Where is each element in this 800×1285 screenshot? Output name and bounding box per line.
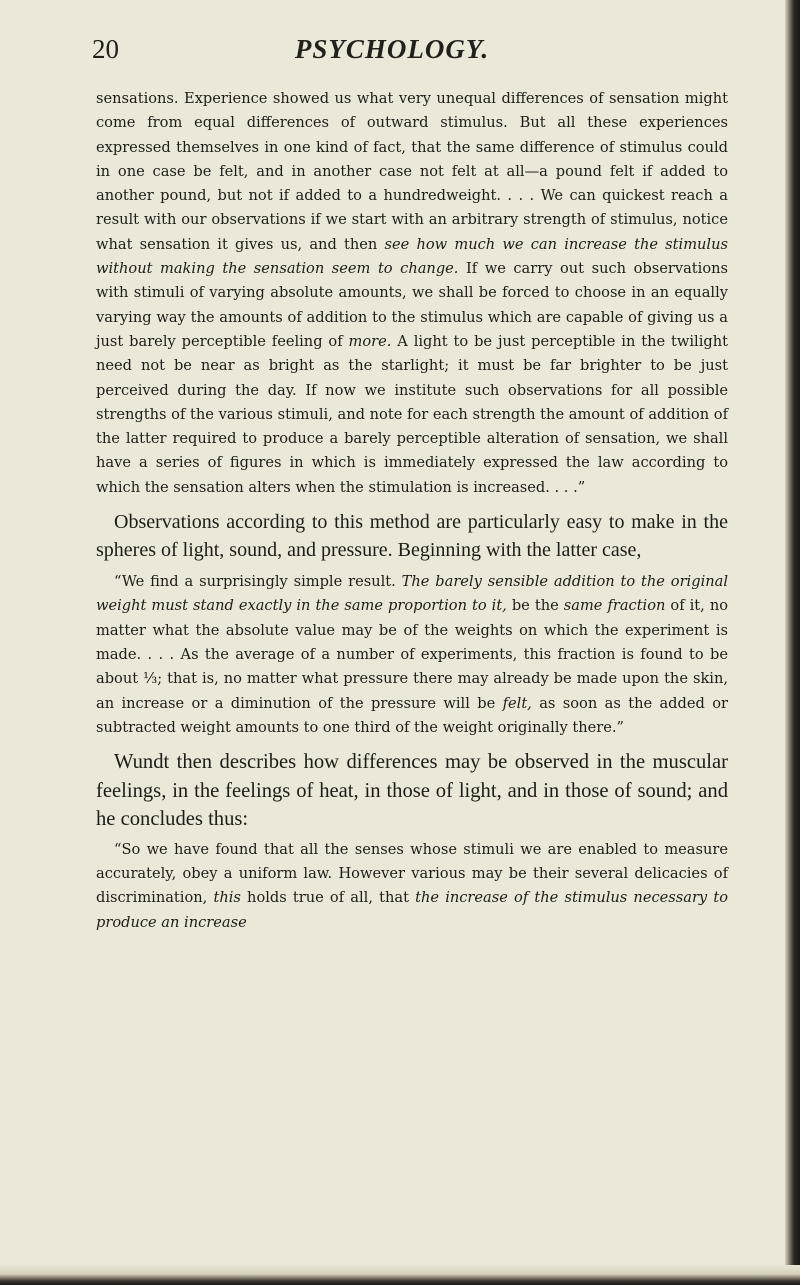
text-run: holds true of all, that bbox=[240, 889, 416, 907]
text-run: “We find a surprisingly simple result. bbox=[114, 573, 402, 591]
text-run: of it, no matter what the absolute value may be of the weights on which the experiment is made. . . . As the average of a number of experiments, this fraction is found to be about ⅓; that is, no matter what pressure there may already be made upon the skin, an increase or a diminution of the pressure will be bbox=[96, 597, 729, 712]
text-run: “So we have found that all the senses whose stimuli we are enabled to measure accurately, obey a uniform law. However various may be their several delicacies of discrimination, bbox=[96, 840, 728, 907]
paragraph-observations: Observations according to this method are particularly easy to make in the spheres of light, sound, and pressure. Beginning with the latter case, bbox=[96, 511, 728, 562]
paragraph-senses-quote bbox=[96, 838, 728, 935]
body-text bbox=[96, 87, 728, 935]
page-header bbox=[92, 34, 692, 68]
text-run: be the bbox=[506, 597, 564, 615]
emphasis-text: felt, bbox=[502, 694, 532, 712]
emphasis-text: the increase of the stimulus necessary to produce an increase bbox=[96, 889, 728, 931]
emphasis-text: this bbox=[213, 889, 241, 907]
text-run: A light to be just perceptible in the twilight need not be near as bright as the starlight; it must be far brighter to be just perceived during the day. If now we institute such observations for all possible strengths of the various stimuli, and note for each strength the amount of addition of the latter required to produce a barely perceptible alteration of sensation, we shall have a series of figures in which is immediately expressed the law according to which the sensation alters when the stimulation is increased. . . .” bbox=[96, 332, 728, 496]
text-run: as soon as the added or subtracted weight amounts to one third of the weight originally there.” bbox=[96, 694, 728, 736]
emphasis-text: more. bbox=[348, 332, 392, 350]
paragraph-weight-quote bbox=[96, 570, 728, 740]
emphasis-text: same fraction bbox=[563, 597, 666, 615]
text-run: sensations. Experience showed us what very unequal differences of sensation might come from equal differences of outward stimulus. But all these experiences expressed themselves in one kind of fact, that the same difference of stimulus could in one case be felt, and in another case not felt at all—a pound felt if added to another pound, but not if added to a hundredweight. . . . We can quickest reach a result with our observations if we start with an arbitrary strength of stimulus, notice what sensation it gives us, and then bbox=[96, 90, 728, 253]
emphasis-text: see how much we can increase the stimulus without making the sensation seem to change. bbox=[96, 235, 728, 278]
emphasis-text: The barely sensible addition to the original weight must stand exactly in the same proportion to it, bbox=[96, 573, 729, 615]
paragraph-wundt: Wundt then describes how differences may be observed in the muscular feelings, in the feelings of heat, in those of light, and in those of sound; and he concludes thus: bbox=[96, 751, 728, 831]
page-number: 20 bbox=[92, 34, 119, 64]
text-run: If we carry out such observations with stimuli of varying absolute amounts, we shall be forced to choose in an equally varying way the amounts of addition to the stimulus which are capable of giving us a just barely perceptible feeling of bbox=[96, 260, 728, 350]
page-bottom-shadow bbox=[0, 1265, 800, 1285]
running-head: PSYCHOLOGY. bbox=[294, 34, 490, 64]
page-right-shadow bbox=[785, 0, 800, 1285]
paragraph-quote-continued bbox=[96, 87, 728, 500]
